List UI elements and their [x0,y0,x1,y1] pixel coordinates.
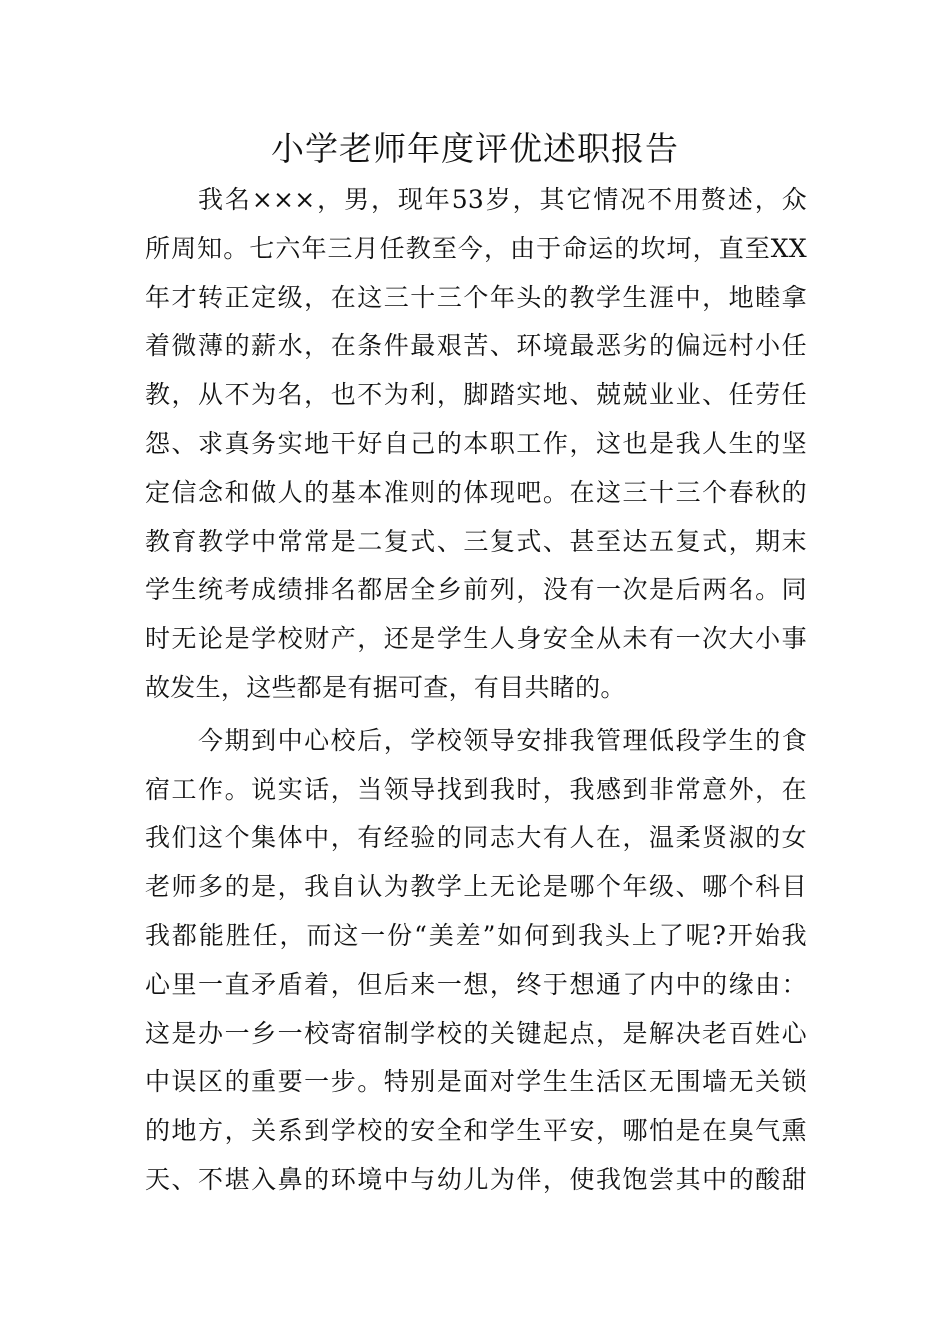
text-line: 老师多的是，我自认为教学上无论是哪个年级、哪个科目 [145,872,807,902]
text-line: 中误区的重要一步。特别是面对学生生活区无围墙无关锁 [145,1067,807,1097]
text-line: 宿工作。说实话，当领导找到我时，我感到非常意外，在 [145,774,807,804]
text-line: 我名×××，男，现年53岁，其它情况不用赘述，众 [198,185,807,214]
paragraph-2 [145,717,807,1205]
text-line: 这是办一乡一校寄宿制学校的关键起点，是解决老百姓心 [145,1018,807,1048]
text-line: 今期到中心校后，学校领导安排我管理低段学生的食 [198,725,807,755]
text-line: 教育教学中常常是二复式、三复式、甚至达五复式，期末 [145,526,807,556]
document-title: 小学老师年度评优述职报告 [271,129,679,168]
text-line: 怨、求真务实地干好自己的本职工作，这也是我人生的坚 [145,428,807,458]
text-line: 故发生，这些都是有据可查，有目共睹的。 [145,672,626,702]
text-line: 着微薄的薪水，在条件最艰苦、环境最恶劣的偏远村小任 [145,331,807,361]
text-line: 我都能胜任，而这一份“美差”如何到我头上了呢?开始我 [145,920,807,950]
text-line: 定信念和做人的基本准则的体现吧。在这三十三个春秋的 [145,477,807,507]
text-line: 心里一直矛盾着，但后来一想，终于想通了内中的缘由： [145,969,807,999]
text-line: 年才转正定级，在这三十三个年头的教学生涯中，地睦拿 [145,282,807,312]
text-line: 所周知。七六年三月任教至今，由于命运的坎坷，直至XX [145,233,807,263]
text-line: 学生统考成绩排名都居全乡前列，没有一次是后两名。同 [145,575,807,605]
text-line: 天、不堪入鼻的环境中与幼儿为伴，使我饱尝其中的酸甜 [145,1164,807,1194]
document-body [145,176,807,1205]
text-line: 我们这个集体中，有经验的同志大有人在，温柔贤淑的女 [145,823,807,853]
text-line: 教，从不为名，也不为利，脚踏实地、兢兢业业、任劳任 [145,380,807,410]
text-line: 的地方，关系到学校的安全和学生平安，哪怕是在臭气熏 [145,1116,807,1146]
paragraph-1 [145,176,807,713]
text-line: 时无论是学校财产，还是学生人身安全从未有一次大小事 [145,624,807,654]
